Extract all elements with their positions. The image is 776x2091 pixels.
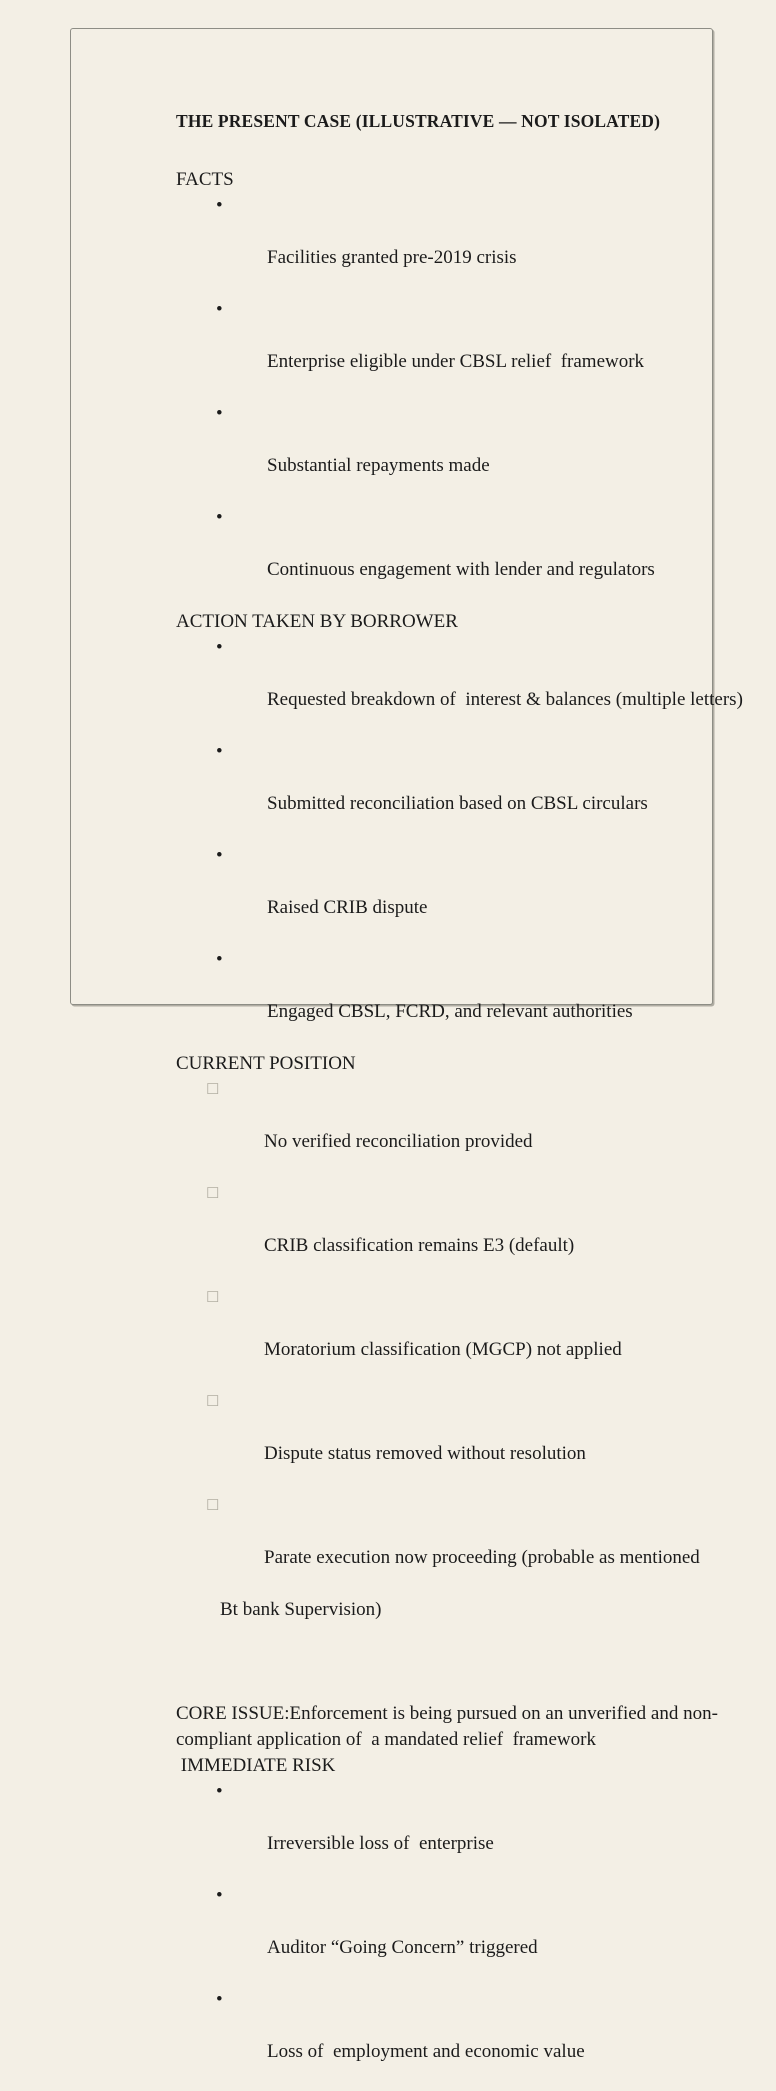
immediate-risk-list	[176, 1779, 776, 2091]
empty-checkbox-icon: ☐	[206, 1497, 220, 1514]
list-item-label-continuation: Bt bank Supervision)	[220, 1598, 382, 1620]
list-item	[176, 505, 776, 609]
empty-checkbox-icon: ☐	[206, 1185, 220, 1202]
bullet-icon: •	[216, 740, 223, 762]
list-item-label: Dispute status removed without resolution	[264, 1442, 586, 1464]
section-heading-immediate-risk: IMMEDIATE RISK	[176, 1754, 336, 1776]
section-heading-facts: FACTS	[176, 168, 234, 190]
list-item-label: Parate execution now proceeding (probable as mentioned	[264, 1546, 700, 1568]
list-item	[176, 739, 776, 843]
section-heading-action-taken-by-borrower: ACTION TAKEN BY BORROWER	[176, 610, 458, 632]
list-item-label: Auditor “Going Concern” triggered	[267, 1936, 538, 1958]
bullet-icon: •	[216, 298, 223, 320]
list-item	[176, 635, 776, 739]
list-item-label: Facilities granted pre-2019 crisis	[267, 246, 517, 268]
list-item	[176, 843, 776, 947]
bullet-icon: •	[216, 948, 223, 970]
bullet-icon: •	[216, 1988, 223, 2010]
list-item-label: Substantial repayments made	[267, 454, 490, 476]
current-position-list	[176, 1077, 776, 1675]
action-taken-list	[176, 635, 776, 1051]
core-issue-statement: CORE ISSUE:Enforcement is being pursued on an unverified and non-compliant application of a mandated relief framework	[176, 1702, 718, 1750]
bullet-icon: •	[216, 636, 223, 658]
list-item	[176, 947, 776, 1051]
list-item-label: Continuous engagement with lender and regulators	[267, 558, 655, 580]
list-item-label: Requested breakdown of interest & balances (multiple letters)	[267, 688, 743, 710]
list-item	[176, 1987, 776, 2091]
list-item	[176, 1493, 776, 1675]
list-item	[176, 401, 776, 505]
list-item	[176, 1285, 776, 1389]
facts-list	[176, 193, 776, 609]
bullet-icon: •	[216, 506, 223, 528]
list-item	[176, 1181, 776, 1285]
list-item	[176, 1883, 776, 1987]
list-item-label: Loss of employment and economic value	[267, 2040, 585, 2062]
list-item	[176, 193, 776, 297]
empty-checkbox-icon: ☐	[206, 1289, 220, 1306]
bullet-icon: •	[216, 194, 223, 216]
list-item-label: Irreversible loss of enterprise	[267, 1832, 494, 1854]
bullet-icon: •	[216, 1884, 223, 1906]
page-title: THE PRESENT CASE (ILLUSTRATIVE — NOT ISOLATED)	[176, 111, 661, 131]
list-item	[176, 1389, 776, 1493]
list-item-label: CRIB classification remains E3 (default)	[264, 1234, 575, 1256]
list-item-label: Moratorium classification (MGCP) not applied	[264, 1338, 622, 1360]
list-item-label: Submitted reconciliation based on CBSL circulars	[267, 792, 648, 814]
section-heading-current-position: CURRENT POSITION	[176, 1052, 356, 1074]
document-body	[176, 111, 776, 2091]
bullet-icon: •	[216, 844, 223, 866]
empty-checkbox-icon: ☐	[206, 1081, 220, 1098]
empty-checkbox-icon: ☐	[206, 1393, 220, 1410]
list-item-label: Raised CRIB dispute	[267, 896, 428, 918]
list-item	[176, 297, 776, 401]
list-item	[176, 1779, 776, 1883]
page-frame	[70, 28, 743, 2062]
list-item-label: Enterprise eligible under CBSL relief framework	[267, 350, 645, 372]
list-item-label: Engaged CBSL, FCRD, and relevant authorities	[267, 1000, 633, 1022]
bullet-icon: •	[216, 402, 223, 424]
bullet-icon: •	[216, 1780, 223, 1802]
list-item-label: No verified reconciliation provided	[264, 1130, 533, 1152]
list-item	[176, 1077, 776, 1181]
